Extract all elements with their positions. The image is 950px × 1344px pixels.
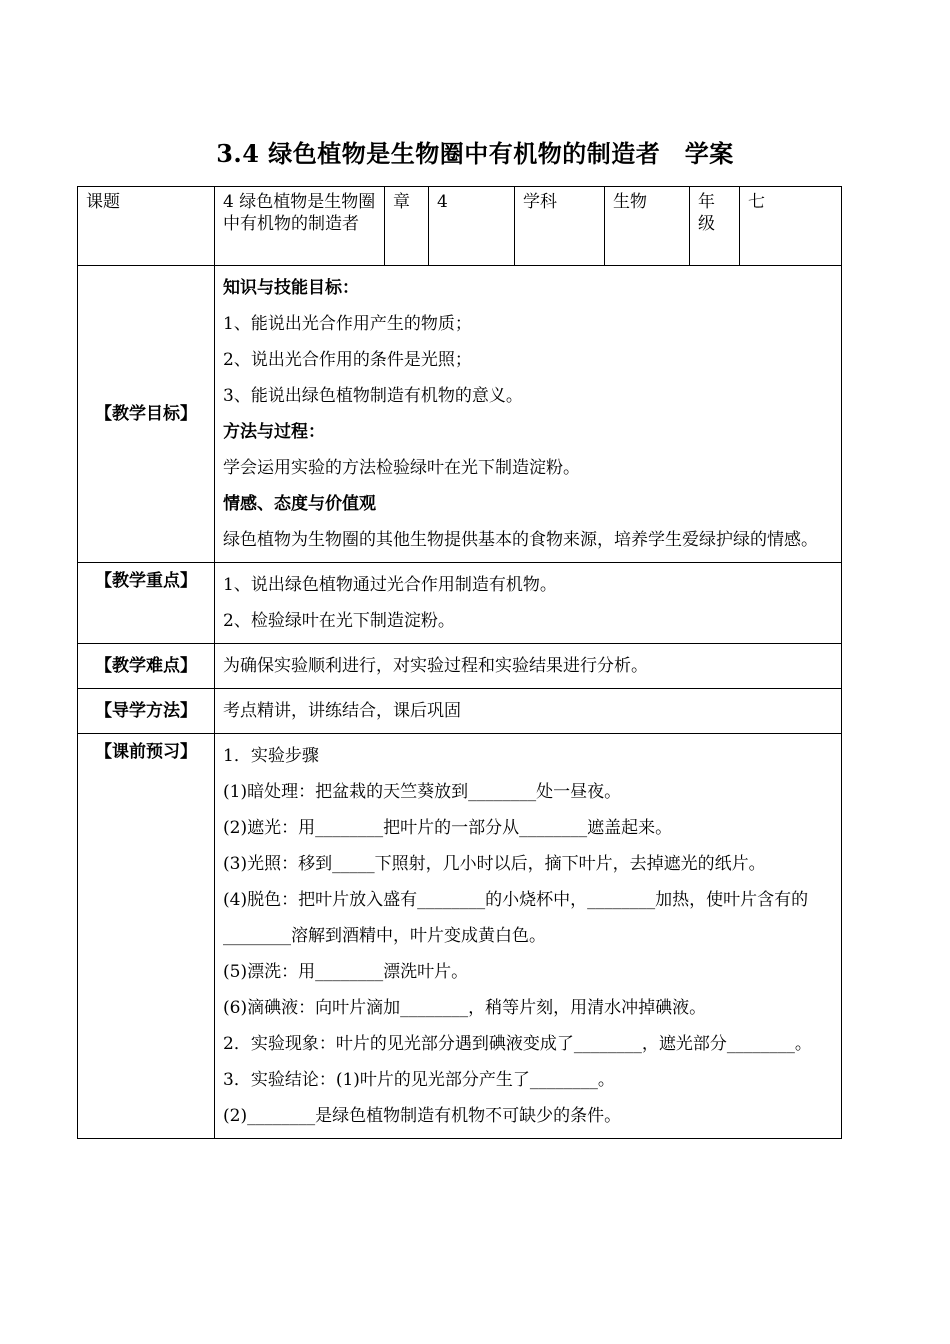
method-content xyxy=(215,689,842,734)
knowledge-item: 2、说出光合作用的条件是光照； xyxy=(223,350,472,370)
key-points-row xyxy=(78,563,842,644)
objectives-content xyxy=(215,266,842,563)
preview-step: 3．实验结论：(1)叶片的见光部分产生了________。 xyxy=(223,1070,615,1090)
difficulties-text: 为确保实验顺利进行，对实验过程和实验结果进行分析。 xyxy=(223,656,648,676)
emotion-heading: 情感、态度与价值观 xyxy=(223,494,376,514)
chapter-value: 4 xyxy=(429,187,515,266)
key-points-label: 【教学重点】 xyxy=(78,563,215,644)
preview-step: (3)光照：移到_____下照射，几小时以后，摘下叶片，去掉遮光的纸片。 xyxy=(223,854,766,874)
difficulties-row xyxy=(78,644,842,689)
preview-step: (4)脱色：把叶片放入盛有________的小烧杯中，________加热，使叶片含有的________溶解到酒精中，叶片变成黄白色。 xyxy=(223,890,809,946)
method-text: 考点精讲，讲练结合，课后巩固 xyxy=(223,701,461,721)
method-item: 学会运用实验的方法检验绿叶在光下制造淀粉。 xyxy=(223,458,580,478)
key-points-content xyxy=(215,563,842,644)
preview-step: (1)暗处理：把盆栽的天竺葵放到________处一昼夜。 xyxy=(223,782,622,802)
subject-label: 学科 xyxy=(515,187,605,266)
preview-row xyxy=(78,734,842,1139)
key-point-item: 1、说出绿色植物通过光合作用制造有机物。 xyxy=(223,575,557,595)
preview-content xyxy=(215,734,842,1139)
knowledge-item: 1、能说出光合作用产生的物质； xyxy=(223,314,472,334)
topic-label: 课题 xyxy=(78,187,215,266)
knowledge-heading: 知识与技能目标： xyxy=(223,278,359,298)
preview-step: (2)遮光：用________把叶片的一部分从________遮盖起来。 xyxy=(223,818,673,838)
preview-step: (6)滴碘液：向叶片滴加________，稍等片刻，用清水冲掉碘液。 xyxy=(223,998,707,1018)
emotion-item: 绿色植物为生物圈的其他生物提供基本的食物来源，培养学生爱绿护绿的情感。 xyxy=(223,530,818,550)
preview-step: 1．实验步骤 xyxy=(223,746,319,766)
key-point-item: 2、检验绿叶在光下制造淀粉。 xyxy=(223,611,455,631)
method-label: 【导学方法】 xyxy=(78,689,215,734)
grade-value: 七 xyxy=(740,187,842,266)
method-heading: 方法与过程： xyxy=(223,422,325,442)
preview-label: 【课前预习】 xyxy=(78,734,215,1139)
grade-label: 年级 xyxy=(690,187,740,266)
difficulties-content xyxy=(215,644,842,689)
objectives-label: 【教学目标】 xyxy=(78,266,215,563)
topic-value: 4 绿色植物是生物圈中有机物的制造者 xyxy=(215,187,385,266)
method-row xyxy=(78,689,842,734)
knowledge-item: 3、能说出绿色植物制造有机物的意义。 xyxy=(223,386,523,406)
preview-step: (2)________是绿色植物制造有机物不可缺少的条件。 xyxy=(223,1106,622,1126)
preview-step: (5)漂洗：用________漂洗叶片。 xyxy=(223,962,469,982)
difficulties-label: 【教学难点】 xyxy=(78,644,215,689)
lesson-plan-table xyxy=(77,186,842,1139)
objectives-row xyxy=(78,266,842,563)
chapter-label: 章 xyxy=(385,187,429,266)
header-row xyxy=(78,187,842,266)
subject-value: 生物 xyxy=(605,187,690,266)
preview-step: 2．实验现象：叶片的见光部分遇到碘液变成了________，遮光部分________。 xyxy=(223,1034,812,1054)
page-title: 3.4 绿色植物是生物圈中有机物的制造者 学案 xyxy=(216,139,734,168)
